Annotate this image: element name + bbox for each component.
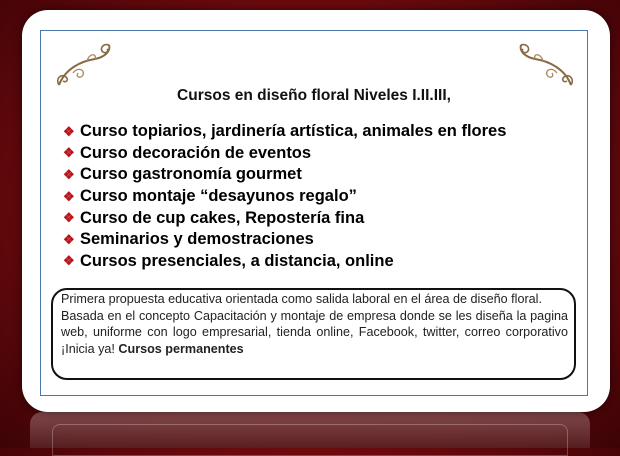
info-emphasis: Cursos permanentes: [118, 341, 244, 356]
diamond-bullet-icon: ❖: [63, 253, 75, 269]
info-paragraph-1: Primera propuesta educativa orientada como salida laboral en el área de diseño floral.: [61, 292, 542, 306]
diamond-bullet-icon: ❖: [63, 123, 75, 139]
course-item: [63, 251, 506, 273]
flourish-ornament-right-icon: [509, 39, 579, 93]
course-label: Curso de cup cakes, Repostería fina: [80, 208, 365, 227]
diamond-bullet-icon: ❖: [63, 188, 75, 204]
info-paragraph-2: [61, 308, 568, 358]
course-item: [63, 207, 506, 229]
flourish-ornament-left-icon: [51, 39, 121, 93]
course-list: [63, 121, 506, 272]
flyer-title: Cursos en diseño floral Niveles I.II.III,: [177, 87, 451, 104]
course-item: [63, 164, 506, 186]
info-box: [51, 288, 576, 380]
course-item: [63, 229, 506, 251]
diamond-bullet-icon: ❖: [63, 166, 75, 182]
course-label: Curso decoración de eventos: [80, 143, 312, 162]
course-label: Cursos presenciales, a distancia, online: [80, 251, 394, 270]
diamond-bullet-icon: ❖: [63, 210, 75, 226]
course-label: Curso montaje “desayunos regalo”: [80, 187, 357, 206]
course-item: [63, 186, 506, 208]
info-paragraph-2-text: Basada en el concepto Capacitación y montaje de empresa donde se les diseña la pagina web, uniforme con logo empresarial, tienda online, Facebook, twitter, correo corporativo ¡Inicia ya!: [61, 308, 568, 356]
diamond-bullet-icon: ❖: [63, 145, 75, 161]
course-label: Seminarios y demostraciones: [80, 230, 314, 249]
lower-slide-frame: [52, 424, 568, 456]
course-label: Curso topiarios, jardinería artística, animales en flores: [80, 122, 507, 141]
flyer-frame: [40, 30, 588, 396]
flyer-card: [22, 10, 610, 412]
diamond-bullet-icon: ❖: [63, 231, 75, 247]
course-label: Curso gastronomía gourmet: [80, 165, 302, 184]
course-item: [63, 121, 506, 143]
course-item: [63, 143, 506, 165]
